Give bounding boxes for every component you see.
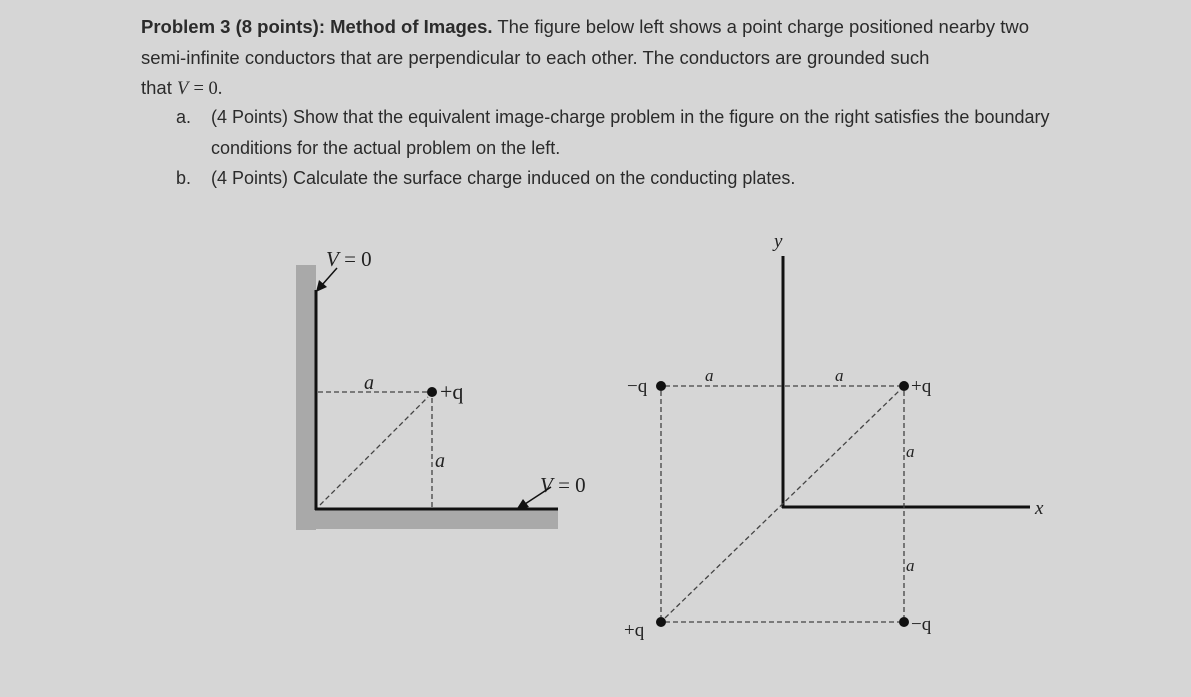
charge-top-right-label: +q: [911, 376, 932, 397]
x-axis-label: x: [1035, 498, 1044, 519]
image-charge-top-left: [656, 381, 666, 391]
problem-intro: The figure below left shows a point charge positioned nearby two semi-infinite conductors that are perpendicular to each other. The conductors are grounded such: [141, 16, 1030, 68]
part-a-text: (4 Points) Show that the equivalent image-charge problem in the figure on the right satisfies the boundary conditions for the actual problem on the left.: [211, 107, 1050, 158]
part-b-text: (4 Points) Calculate the surface charge induced on the conducting plates.: [211, 168, 796, 188]
charge-bottom-right-label: −q: [911, 614, 932, 635]
charge-label: +q: [440, 379, 464, 404]
image-charge-bottom-right: [899, 617, 909, 627]
distance-a-vertical: a: [435, 450, 445, 472]
top-potential-label: V = 0: [326, 247, 372, 271]
charge-bottom-left-label: +q: [624, 620, 645, 641]
distance-a-top-right: a: [835, 366, 844, 385]
y-axis-label: y: [774, 231, 783, 252]
problem-title: Problem 3 (8 points): Method of Images.: [141, 16, 493, 37]
charge-top-right: [899, 381, 909, 391]
problem-intro-end-prefix: that: [141, 77, 172, 98]
distance-a-right-lower: a: [906, 556, 915, 575]
distance-a-top-left: a: [705, 366, 714, 385]
distance-a-right-upper: a: [906, 442, 915, 461]
part-b-label: b.: [176, 168, 192, 188]
image-charge-bottom-left: [656, 617, 666, 627]
problem-intro-end-rest: = 0.: [193, 79, 223, 99]
part-a-label: a.: [176, 107, 192, 127]
problem-intro-end-var: V: [177, 79, 189, 99]
bottom-potential-label: V = 0: [540, 473, 586, 497]
charge-top-left-label: −q: [627, 376, 648, 397]
distance-a-horizontal: a: [364, 372, 374, 394]
